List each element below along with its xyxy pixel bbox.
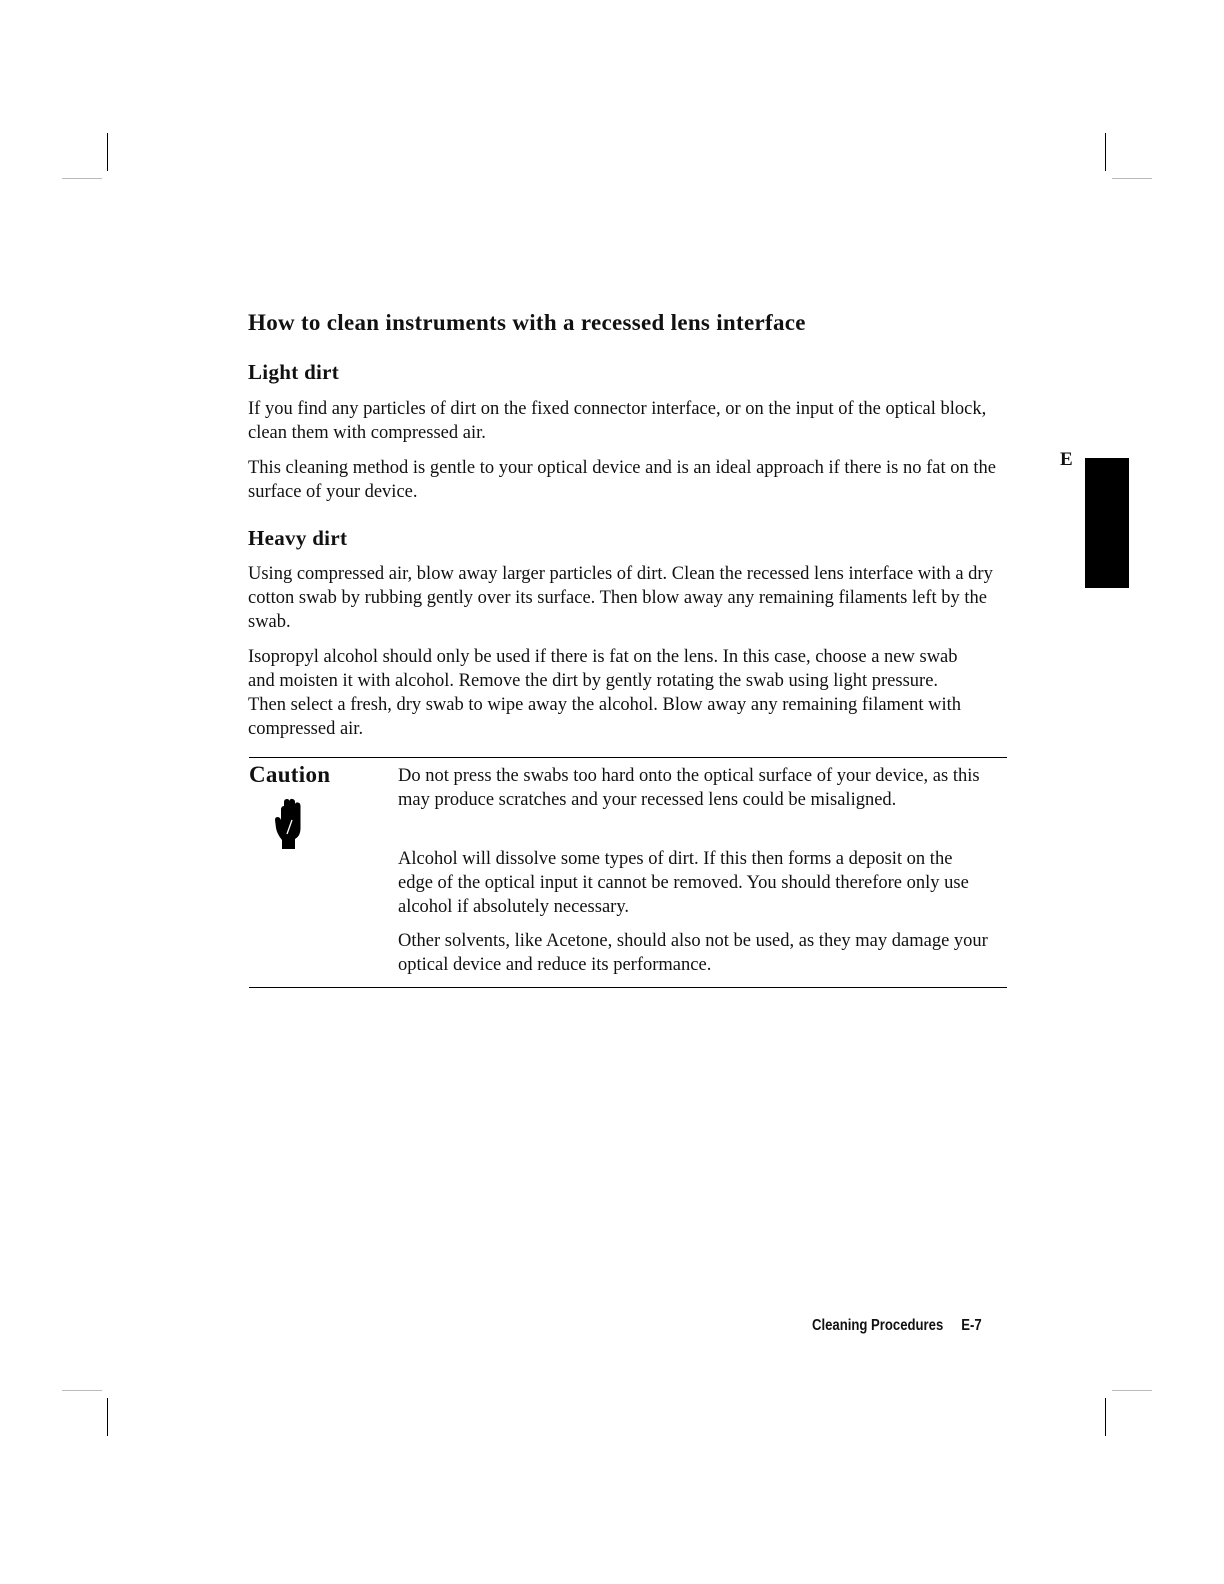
crop-mark-top-left <box>107 133 108 171</box>
crop-mark-bottom-right-h <box>1112 1390 1152 1391</box>
caution-paragraph-1: Do not press the swabs too hard onto the optical surface of your device, as this may produce scratches and your recessed lens could be misaligned. <box>398 766 980 810</box>
crop-mark-bottom-right <box>1105 1398 1106 1436</box>
footer-chapter: Cleaning Procedures <box>812 1317 944 1334</box>
crop-mark-bottom-left <box>107 1398 108 1436</box>
light-dirt-heading: Light dirt <box>248 360 340 384</box>
crop-mark-top-right-h <box>1112 178 1152 179</box>
caution-paragraph-3: Other solvents, like Acetone, should also not be used, as they may damage your optical device and reduce its performance. <box>398 931 988 975</box>
crop-mark-bottom-left-h <box>62 1390 102 1391</box>
hand-stop-icon <box>274 798 304 854</box>
heavy-dirt-paragraph-1: Using compressed air, blow away larger particles of dirt. Clean the recessed lens interface with a dry cotton swab by rubbing gently over its surface. Then blow away any remaining filaments left by the swab. <box>248 564 993 632</box>
caution-paragraph-2: Alcohol will dissolve some types of dirt. If this then forms a deposit on the edge of the optical input it cannot be removed. You should therefore only use alcohol if absolutely necessary. <box>398 849 969 917</box>
crop-mark-top-left-h <box>62 178 102 179</box>
footer-page-number: E-7 <box>961 1317 982 1334</box>
crop-mark-top-right <box>1105 133 1106 171</box>
page-footer <box>812 1317 982 1335</box>
light-dirt-paragraph-2: This cleaning method is gentle to your optical device and is an ideal approach if there is no fat on the surface of your device. <box>248 458 996 502</box>
light-dirt-paragraph-1: If you find any particles of dirt on the fixed connector interface, or on the input of the optical block, clean them with compressed air. <box>248 399 987 443</box>
heavy-dirt-paragraph-2: Isopropyl alcohol should only be used if there is fat on the lens. In this case, choose a new swab and moisten it with alcohol. Remove the dirt by gently rotating the swab using light pressure. Then select a fresh, dry swab to wipe away the alcohol. Blow away any remaining filament with compressed air. <box>248 647 962 739</box>
caution-box <box>249 757 1007 988</box>
chapter-tab-bar <box>1085 458 1129 588</box>
chapter-tab-letter: E <box>1060 449 1073 470</box>
caution-label: Caution <box>249 762 331 787</box>
section-title: How to clean instruments with a recessed lens interface <box>248 310 806 335</box>
heavy-dirt-heading: Heavy dirt <box>248 526 348 550</box>
